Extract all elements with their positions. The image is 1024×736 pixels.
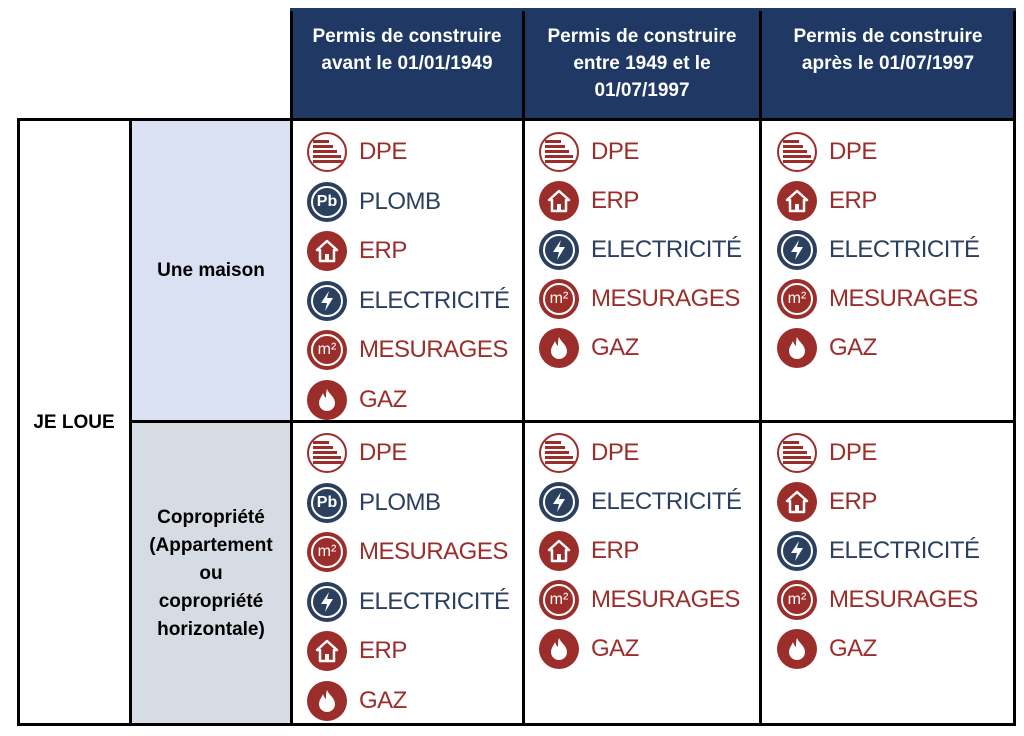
diagnostic-item-gaz [307,378,407,422]
energy-stairs-icon [307,433,347,473]
diagnostic-label: DPE [359,439,407,466]
table-border [130,420,292,423]
diagnostic-label: GAZ [829,635,877,662]
diagnostic-label: MESURAGES [359,336,508,363]
flame-icon [777,328,817,368]
lightning-bolt-icon [307,281,347,321]
row-group-label: JE LOUE [33,411,115,433]
energy-stairs-icon [777,132,817,172]
diagnostic-item-gaz [539,326,639,370]
square-meter-icon: m² [777,279,817,319]
diagnostic-label: ELECTRICITÉ [829,537,980,564]
diagnostic-label: ERP [359,637,407,664]
house-risk-icon [539,181,579,221]
table-border [17,723,1016,726]
diagnostic-label: MESURAGES [591,586,740,613]
square-meter-icon: m² [307,330,347,370]
header-apres-1997: Permis de construire après le 01/07/1997 [762,11,1014,118]
diagnostic-label: GAZ [591,635,639,662]
diagnostic-item-dpe [539,431,639,475]
header-avant-1949: Permis de construire avant le 01/01/1949 [292,11,522,118]
lead-pb-icon: Pb [307,483,347,523]
diagnostic-item-mes [307,328,508,372]
diagnostic-item-gaz [777,326,877,370]
lightning-bolt-icon [777,230,817,270]
diagnostic-item-elec [539,228,742,272]
energy-stairs-icon [777,433,817,473]
diagnostic-item-erp [777,179,877,223]
diagnostic-item-elec [307,580,510,624]
diagnostic-label: DPE [359,138,407,165]
table-border [759,8,762,726]
diagnostic-item-dpe [777,431,877,475]
energy-stairs-icon [539,132,579,172]
diagnostic-label: ERP [829,488,877,515]
table-border [17,118,1016,121]
diagnostic-item-elec [777,228,980,272]
diagnostic-label: PLOMB [359,488,441,516]
diagnostic-item-mes [777,578,978,622]
diagnostic-label: ERP [591,187,639,214]
table-border [290,8,293,726]
diagnostic-label: GAZ [829,334,877,361]
square-meter-icon: m² [539,580,579,620]
diagnostic-label: MESURAGES [359,538,508,565]
header-top-border [290,8,1016,11]
diagnostic-item-erp [777,480,877,524]
diagnostic-item-mes [777,277,978,321]
diagnostic-label: ELECTRICITÉ [359,286,510,314]
diagnostic-label: ERP [829,187,877,214]
diagnostic-label: DPE [829,138,877,165]
lightning-bolt-icon [307,582,347,622]
house-risk-icon [777,482,817,522]
diagnostic-label: GAZ [591,334,639,361]
square-meter-icon: m² [307,532,347,572]
diagnostic-item-dpe [777,130,877,174]
house-risk-icon [777,181,817,221]
lightning-bolt-icon [777,531,817,571]
row-label-maison: Une maison [132,121,290,420]
diagnostic-item-elec [539,480,742,524]
diagnostic-item-gaz [307,679,407,723]
house-risk-icon [307,231,347,271]
diagnostic-label: ELECTRICITÉ [591,488,742,515]
table-border [1013,8,1016,726]
energy-stairs-icon [307,132,347,172]
flame-icon [539,629,579,669]
diagnostic-label: MESURAGES [829,586,978,613]
diagnostic-item-elec [777,529,980,573]
table-border [17,118,20,726]
diagnostic-item-plomb [307,180,441,224]
diagnostic-label: MESURAGES [591,285,740,312]
diagnostic-item-plomb [307,481,441,525]
header-1949-1997: Permis de construire entre 1949 et le 01/07/1997 [525,11,759,118]
diagnostic-label: ELECTRICITÉ [829,236,980,263]
diagnostic-label: ELECTRICITÉ [591,236,742,263]
diagnostic-item-erp [539,529,639,573]
diagnostic-label: DPE [591,439,639,466]
lightning-bolt-icon [539,230,579,270]
lead-pb-icon: Pb [307,182,347,222]
flame-icon [777,629,817,669]
diagnostic-label: GAZ [359,686,407,714]
table-border [522,8,525,726]
diagnostic-item-erp [539,179,639,223]
diagnostic-item-mes [539,277,740,321]
diagnostic-item-gaz [777,627,877,671]
diagnostic-item-gaz [539,627,639,671]
square-meter-icon: m² [539,279,579,319]
diagnostic-label: ELECTRICITÉ [359,587,510,615]
diagnostic-label: ERP [359,237,407,264]
diagnostic-item-mes [539,578,740,622]
house-risk-icon [539,531,579,571]
table-border [129,118,132,726]
flame-icon [307,681,347,721]
flame-icon [539,328,579,368]
diagnostic-item-erp [307,629,407,673]
diagnostic-item-mes [307,530,508,574]
row-label-copropriete: Copropriété (Appartement ou copropriété horizontale) [132,423,290,724]
energy-stairs-icon [539,433,579,473]
diagnostic-item-dpe [307,130,407,174]
diagnostic-item-dpe [539,130,639,174]
diagnostic-label: ERP [591,537,639,564]
diagnostic-item-dpe [307,431,407,475]
house-risk-icon [307,631,347,671]
diagnostic-label: PLOMB [359,187,441,215]
lightning-bolt-icon [539,482,579,522]
diagnostic-label: GAZ [359,385,407,413]
diagnostic-item-erp [307,229,407,273]
square-meter-icon: m² [777,580,817,620]
flame-icon [307,380,347,420]
diagnostic-item-elec [307,279,510,323]
diagnostic-label: DPE [591,138,639,165]
diagnostic-label: MESURAGES [829,285,978,312]
diagnostic-label: DPE [829,439,877,466]
